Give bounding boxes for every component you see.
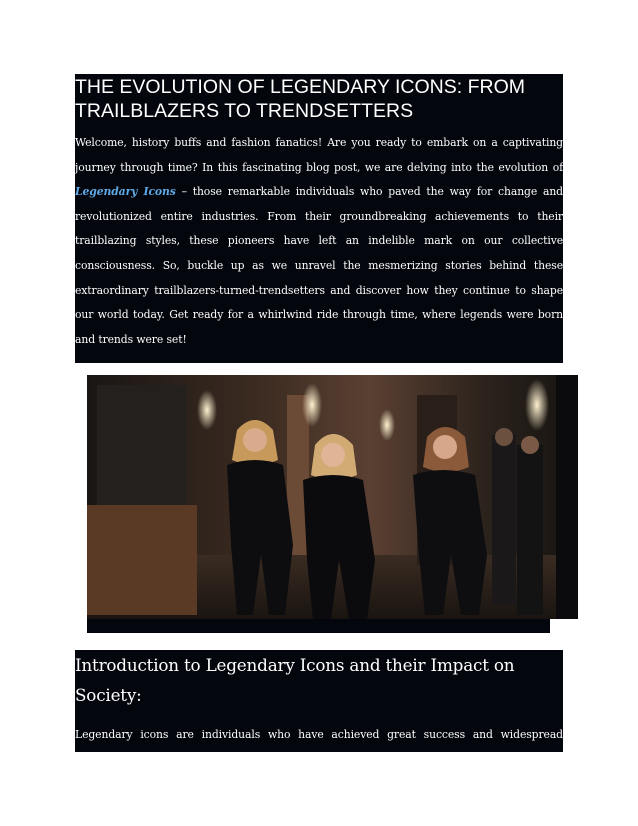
section-block <box>75 650 563 766</box>
hero-image <box>87 375 558 619</box>
section-paragraph: Legendary icons are individuals who have achieved great success and widespread recognition in a specific field or industry. From musicians, actors, activists, scientists, to <box>75 728 563 766</box>
legendary-icons-link[interactable]: Legendary Icons <box>75 185 176 199</box>
intro-paragraph <box>75 131 563 352</box>
hero-photo-illustration <box>87 375 558 619</box>
intro-text-after: – those remarkable individuals who paved the way for change and revolutionized entire industries. From their groundbreaking achievements to their trailblazing styles, these pioneers have left an indelible mark on our collective consciousness. So, buckle up as we unravel the mesmerizing stories behind these extraordinary trailblazers-turned-trendsetters and discover how they continue to shape our world today. Get ready for a whirlwind ride through time, where legends were born and trends were set! <box>75 185 563 346</box>
intro-text-before: Welcome, history buffs and fashion fanatics! Are you ready to embark on a captivating journey through time? In this fascinating blog post, we are delving into the evolution of <box>75 136 563 174</box>
hero-image-frame <box>87 375 578 633</box>
page-title: THE EVOLUTION OF LEGENDARY ICONS: FROM TRAILBLAZERS TO TRENDSETTERS <box>75 76 526 122</box>
section-heading: Introduction to Legendary Icons and their Impact on Society: <box>75 655 515 705</box>
intro-block <box>75 74 563 363</box>
image-edge-strip <box>556 375 578 619</box>
image-bottom-bar <box>87 619 550 633</box>
